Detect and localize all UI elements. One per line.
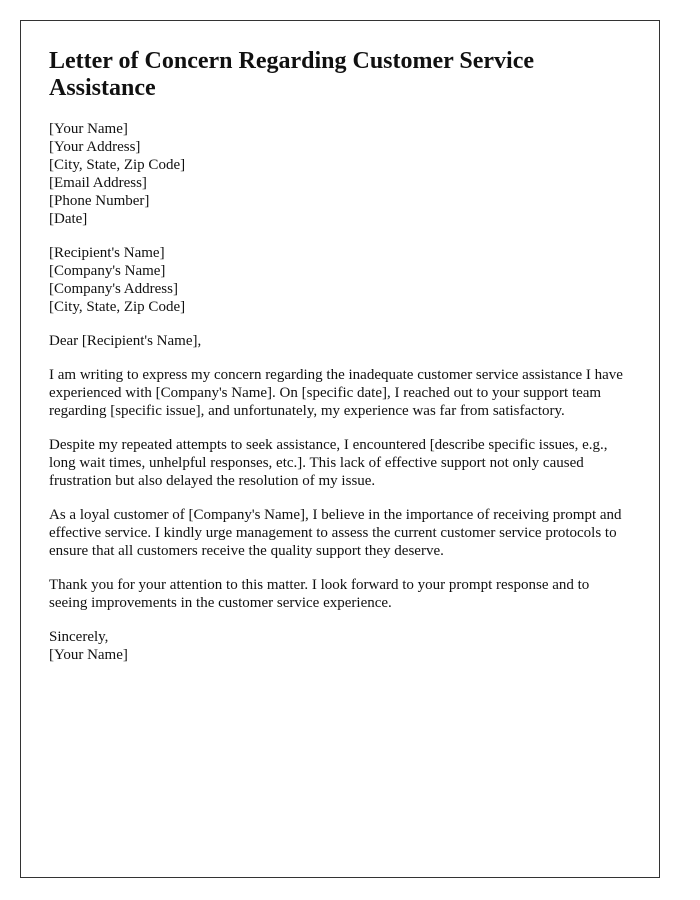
recipient-name: [Recipient's Name]: [49, 245, 165, 261]
closing-block: [49, 628, 631, 664]
recipient-company-address: [Company's Address]: [49, 281, 178, 297]
body-paragraph-1: I am writing to express my concern regarding the inadequate customer service assistance I have experienced with [Company's Name]. On [specific date], I reached out to your support team regarding [specific issue], and unfortunately, my experience was far from satisfactory.: [49, 367, 623, 419]
letter-title: Letter of Concern Regarding Customer Service Assistance: [49, 48, 534, 101]
sender-city-state-zip: [City, State, Zip Code]: [49, 157, 186, 173]
body-paragraph-3: As a loyal customer of [Company's Name], I believe in the importance of receiving prompt and effective service. I kindly urge management to assess the current customer service protocols to ensure that all customers receive the quality support they deserve.: [49, 507, 622, 559]
sender-address: [Your Address]: [49, 139, 141, 155]
body-paragraph-2: Despite my repeated attempts to seek assistance, I encountered [describe specific issues, e.g., long wait times, unhelpful responses, etc.]. This lack of effective support not only caused frustration but also delayed the resolution of my issue.: [49, 437, 608, 489]
sender-name: [Your Name]: [49, 121, 128, 137]
recipient-company: [Company's Name]: [49, 263, 166, 279]
letter-date: [Date]: [49, 211, 88, 227]
body-paragraph-4: Thank you for your attention to this matter. I look forward to your prompt response and to seeing improvements in the customer service experience.: [49, 577, 590, 611]
sender-address-block: [49, 120, 631, 228]
recipient-address-block: [49, 244, 631, 316]
letter-page: [20, 20, 660, 878]
closing: Sincerely,: [49, 629, 109, 645]
sender-phone: [Phone Number]: [49, 193, 150, 209]
sender-email: [Email Address]: [49, 175, 147, 191]
recipient-city-state-zip: [City, State, Zip Code]: [49, 299, 186, 315]
signature-name: [Your Name]: [49, 647, 128, 663]
salutation: Dear [Recipient's Name],: [49, 333, 202, 349]
